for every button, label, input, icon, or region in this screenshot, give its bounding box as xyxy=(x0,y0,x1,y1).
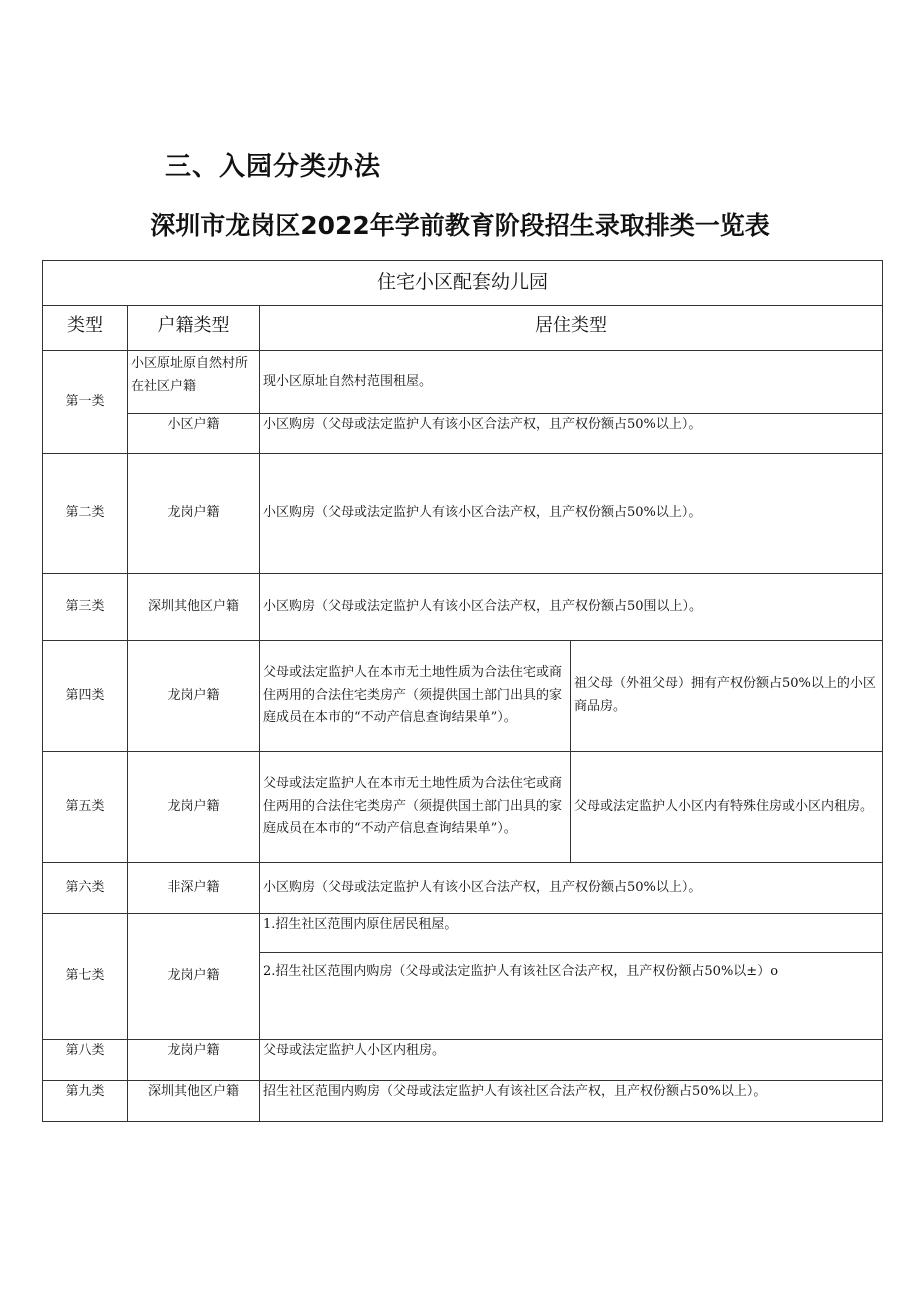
hukou-cell: 龙岗户籍 xyxy=(128,641,260,752)
table-row xyxy=(43,574,883,641)
category-label: 第三类 xyxy=(43,574,128,641)
column-header-hukou: 户籍类型 xyxy=(128,306,260,351)
hukou-cell: 龙岗户籍 xyxy=(128,914,260,1040)
enrollment-category-table xyxy=(42,260,883,1122)
table-row xyxy=(43,454,883,574)
residence-cell: 现小区原址自然村范围租屋。 xyxy=(260,351,883,414)
hukou-cell: 小区户籍 xyxy=(128,414,260,454)
hukou-cell: 深圳其他区户籍 xyxy=(128,1081,260,1122)
category-label: 第二类 xyxy=(43,454,128,574)
category-label: 第六类 xyxy=(43,863,128,914)
column-header-row xyxy=(43,306,883,351)
category-label: 第九类 xyxy=(43,1081,128,1122)
section-heading: 三、入园分类办法 xyxy=(165,152,382,182)
residence-cell: 2.招生社区范围内购房（父母或法定监护人有该社区合法产权，且产权份额占50%以±）o xyxy=(260,953,883,1040)
category-label: 第七类 xyxy=(43,914,128,1040)
column-header-residence: 居住类型 xyxy=(260,306,883,351)
residence-cell: 小区购房（父母或法定监护人有该小区合法产权，且产权份额占50%以上）。 xyxy=(260,414,883,454)
document-title: 深圳市龙岗区2022年学前教育阶段招生录取排类一览表 xyxy=(150,211,770,240)
residence-cell-alt: 祖父母（外祖父母）拥有产权份额占50%以上的小区商品房。 xyxy=(571,641,883,752)
residence-cell: 父母或法定监护人在本市无土地性质为合法住宅或商住两用的合法住宅类房产（须提供国土部门出具的家庭成员在本市的“不动产信息查询结果单”）。 xyxy=(260,752,571,863)
residence-cell: 小区购房（父母或法定监护人有该小区合法产权，且产权份额占50%以上）。 xyxy=(260,863,883,914)
table-row xyxy=(43,863,883,914)
category-label: 第八类 xyxy=(43,1040,128,1081)
table-row xyxy=(43,641,883,752)
residence-cell: 小区购房（父母或法定监护人有该小区合法产权，且产权份额占50围以上）。 xyxy=(260,574,883,641)
table-row xyxy=(43,914,883,953)
residence-cell: 父母或法定监护人小区内租房。 xyxy=(260,1040,883,1081)
table-row xyxy=(43,414,883,454)
category-label: 第一类 xyxy=(43,351,128,454)
hukou-cell: 小区原址原自然村所在社区户籍 xyxy=(128,351,260,414)
column-header-category: 类型 xyxy=(43,306,128,351)
table-row xyxy=(43,752,883,863)
table-title: 住宅小区配套幼儿园 xyxy=(43,261,883,306)
residence-cell-alt: 父母或法定监护人小区内有特殊住房或小区内租房。 xyxy=(571,752,883,863)
hukou-cell: 深圳其他区户籍 xyxy=(128,574,260,641)
hukou-cell: 龙岗户籍 xyxy=(128,752,260,863)
hukou-cell: 非深户籍 xyxy=(128,863,260,914)
residence-cell: 小区购房（父母或法定监护人有该小区合法产权，且产权份额占50%以上）。 xyxy=(260,454,883,574)
hukou-cell: 龙岗户籍 xyxy=(128,454,260,574)
category-label: 第五类 xyxy=(43,752,128,863)
table-row xyxy=(43,1040,883,1081)
table-row xyxy=(43,351,883,414)
table-row xyxy=(43,1081,883,1122)
category-label: 第四类 xyxy=(43,641,128,752)
residence-cell: 父母或法定监护人在本市无土地性质为合法住宅或商住两用的合法住宅类房产（须提供国土部门出具的家庭成员在本市的“不动产信息查询结果单”）。 xyxy=(260,641,571,752)
residence-cell: 招生社区范围内购房（父母或法定监护人有该社区合法产权，且产权份额占50%以上）。 xyxy=(260,1081,883,1122)
hukou-cell: 龙岗户籍 xyxy=(128,1040,260,1081)
residence-cell: 1.招生社区范围内原住居民租屋。 xyxy=(260,914,883,953)
table-title-row xyxy=(43,261,883,306)
